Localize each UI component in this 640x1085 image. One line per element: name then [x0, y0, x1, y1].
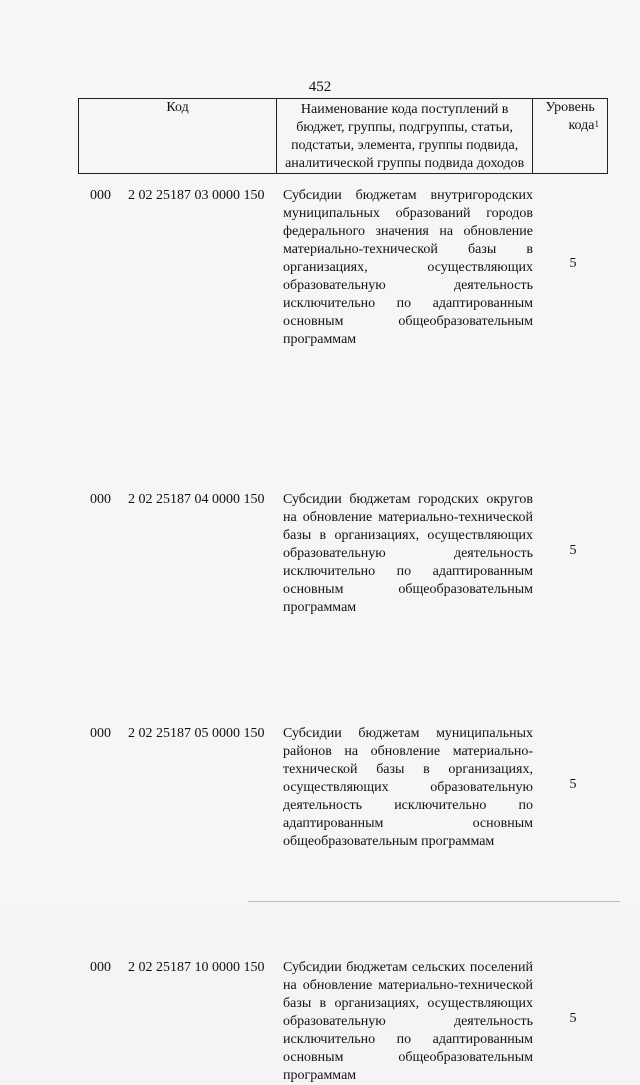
- header-level-line2-wrap: [533, 117, 607, 135]
- table-header: [78, 98, 608, 174]
- row-level: 5: [569, 1011, 577, 1026]
- table-row: [0, 491, 640, 615]
- header-name-label: Наименование кода поступлений в бюджет, группы, подгруппы, статьи, подстатьи, элемента, группы подвида, аналитической группы подвида доходов: [285, 102, 525, 171]
- header-code-cell: [79, 99, 277, 174]
- page-number: 452: [308, 79, 332, 95]
- header-name-cell: [277, 99, 533, 174]
- row-code: 2 02 25187 04 0000 150: [128, 492, 265, 507]
- table-row: [0, 725, 640, 849]
- header-level-footnote: 1: [594, 119, 599, 129]
- table-body: [0, 187, 640, 1083]
- table-row: [0, 187, 640, 347]
- row-level: 5: [569, 777, 577, 792]
- row-code: 2 02 25187 03 0000 150: [128, 188, 265, 203]
- row-name: Субсидии бюджетам муниципальных районов на обновление материально-технической базы в организациях, осуществляющих образовательную деятельность исключительно по адаптированным основным общеобразовательным программам: [283, 726, 533, 849]
- row-level: 5: [569, 256, 577, 271]
- row-prefix: 000: [90, 726, 111, 741]
- row-prefix: 000: [90, 188, 111, 203]
- row-level: 5: [569, 543, 577, 558]
- row-code: 2 02 25187 05 0000 150: [128, 726, 265, 741]
- header-level-line2: кода: [568, 118, 595, 133]
- table-row: [0, 959, 640, 1083]
- row-name: Субсидии бюджетам внутригородских муниципальных образований городов федерального значения на обновление материально-технической базы в организациях, осуществляющих образовательную деятельность исключительно по адаптированным основным общеобразовательным программам: [283, 188, 533, 347]
- header-level-line1: Уровень: [545, 100, 595, 115]
- row-code: 2 02 25187 10 0000 150: [128, 960, 265, 975]
- row-prefix: 000: [90, 960, 111, 975]
- row-name: Субсидии бюджетам сельских поселений на обновление материально-технической базы в организациях, осуществляющих образовательную деятельность исключительно по адаптированным основным общеобразовательным программам: [283, 960, 533, 1083]
- row-prefix: 000: [90, 492, 111, 507]
- scan-edge-line: [248, 901, 620, 902]
- row-name: Субсидии бюджетам городских округов на обновление материально-технической базы в организациях, осуществляющих образовательную деятельность исключительно по адаптированным основным общеобразовательным программам: [283, 492, 533, 615]
- header-code-label: Код: [166, 100, 189, 115]
- header-level-cell: [533, 99, 608, 174]
